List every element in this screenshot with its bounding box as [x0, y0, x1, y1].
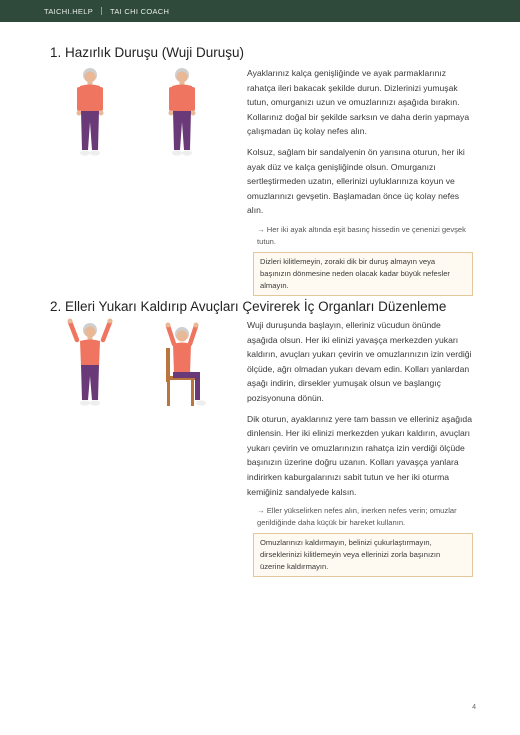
standing-person-illustration-2 [158, 64, 206, 160]
section-2-paragraph-1: Wuji duruşunda başlayın, elleriniz vücudun önünde aşağıda olsun. Her iki elinizi yavaşça merkezden yukarı kaldırın, avuçları yukarı çevirin ve omuzlarınızın izin verdiği ölçüde, ağrı olmadan yukarı devam edin. Kolları yanlardan aşağı indirin, dirsekler yumuşak olsun ve başlangıç pozisyonuna dönün. [247, 320, 472, 403]
section-2-warning-box: Omuzlarınızı kaldırmayın, belinizi çukurlaştırmayın, dirseklerinizi kilitlemeyin veya ellerinizi zorla başınızın üzerine kaldırmayın. [253, 533, 473, 577]
section-2-tip: → Eller yükselirken nefes alın, inerken nefes verin; omuzlar gerildiğinde daha küçük bir hareket kullanın. [257, 506, 457, 528]
section-1-paragraph-2: Kolsuz, sağlam bir sandalyenin ön yarısına oturun, her iki ayak düz ve kalça genişliğinde olsun. Omurganızı sertleştirmeden uzatın, ellerinizi uyluklarınıza koyun ve omuzlarınızı gevşetin. Başlamadan önce üç kolay nefes alın. [247, 146, 465, 216]
brand-label[interactable]: TAICHI.HELP [44, 6, 94, 16]
section-label[interactable]: TAI CHI COACH [110, 6, 170, 16]
standing-person-illustration [66, 64, 114, 160]
section-1-paragraph-1: Ayaklarınız kalça genişliğinde ve ayak parmaklarınız rahatça ileri bakacak şekilde durun. Dizlerinizi yumuşak tutun, omurganızı uzun ve omuzlarınızı aşağıda bırakın. Kollarınız doğal bir şekilde sarksın ve daha derin yapmaya çalışmadan üç kolay nefes alın. [247, 68, 470, 137]
section-1-text [247, 66, 473, 296]
section-1-warning-box: Dizleri kilitlemeyin, zoraki dik bir duruş almayın veya başınızın dönmesine neden olacak kadar büyük nefesler almayın. [253, 252, 473, 296]
section-2-paragraph-2: Dik oturun, ayaklarınız yere tam bassın ve elleriniz aşağıda dinlensin. Her iki elinizi merkezden yukarı kaldırın, avuçları yukarı çevirin ve omuzlarınızın rahatça izin verdiği ölçüde başınızın üzerine doğru uzanın. Kolları yavaşça yanlara indirirken kaburgalarınızı sabit tutun ve her iki oturma kemiğiniz sandalyede kalsın. [247, 413, 472, 497]
section-2-text [247, 318, 473, 577]
page-number: 4 [472, 704, 476, 711]
section-2-title: 2. Elleri Yukarı Kaldırıp Avuçları Çevirerek İç Organları Düzenleme [50, 299, 447, 314]
arms-raised-standing-illustration [64, 318, 116, 408]
section-1-tip: → Her iki ayak altında eşit basınç hissedin ve çenenizi gevşek tutun. [257, 224, 466, 246]
top-bar [0, 0, 520, 22]
arms-raised-seated-illustration [160, 320, 212, 408]
header-divider [101, 7, 102, 15]
section-1-title: 1. Hazırlık Duruşu (Wuji Duruşu) [50, 45, 245, 60]
